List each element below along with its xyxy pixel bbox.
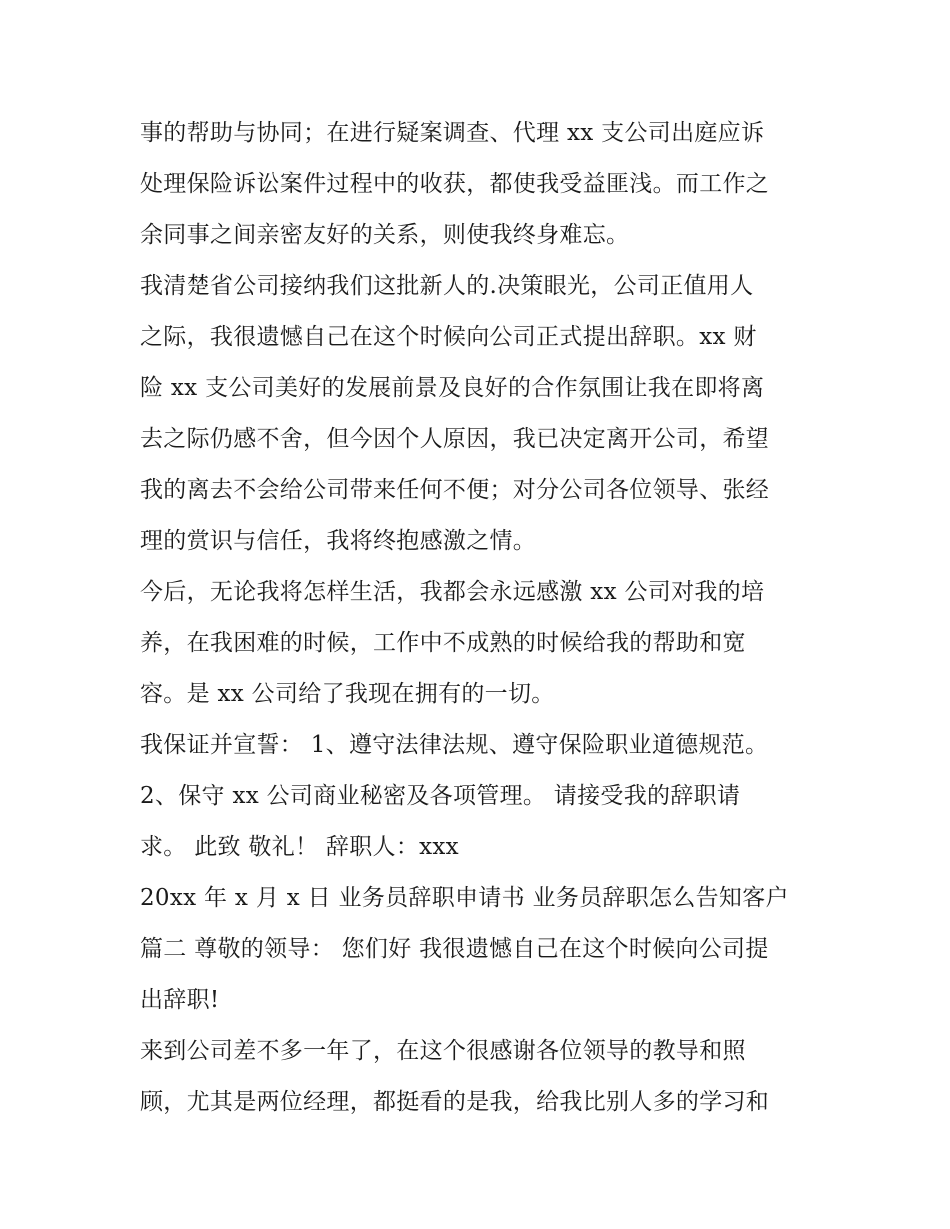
text-line: 事的帮助与协同；在进行疑案调查、代理 xx 支公司出庭应诉 bbox=[140, 120, 765, 146]
text-line: 去之际仍感不舍，但今因个人原因，我已决定离开公司，希望 bbox=[140, 426, 770, 452]
text-line: 养，在我困难的时候，工作中不成熟的时候给我的帮助和宽 bbox=[140, 630, 746, 656]
text-line: 险 xx 支公司美好的发展前景及良好的合作氛围让我在即将离 bbox=[140, 375, 765, 401]
text-line: 我的离去不会给公司带来任何不便；对分公司各位领导、张经 bbox=[140, 477, 770, 503]
text-line: 2、保守 xx 公司商业秘密及各项管理。 请接受我的辞职请 bbox=[140, 783, 741, 809]
text-line: 篇二 尊敬的领导： 您们好 我很遗憾自己在这个时候向公司提 bbox=[140, 936, 769, 962]
text-line: 出辞职! bbox=[140, 987, 220, 1013]
text-line: 理的赏识与信任，我将终抱感激之情。 bbox=[140, 528, 537, 554]
text-line: 顾，尤其是两位经理，都挺看的是我，给我比别人多的学习和 bbox=[140, 1089, 770, 1115]
text-line: 今后，无论我将怎样生活，我都会永远感激 xx 公司对我的培 bbox=[140, 579, 765, 605]
document-body bbox=[140, 108, 820, 1128]
text-line: 我保证并宣誓： 1、遵守法律法规、遵守保险职业道德规范。 bbox=[140, 732, 769, 758]
text-line: 20xx 年 x 月 x 日 业务员辞职申请书 业务员辞职怎么告知客户 bbox=[140, 885, 789, 911]
text-line: 求。 此致 敬礼！ 辞职人：xxx bbox=[140, 834, 459, 860]
text-line: 处理保险诉讼案件过程中的收获，都使我受益匪浅。而工作之 bbox=[140, 171, 770, 197]
text-line: 之际，我很遗憾自己在这个时候向公司正式提出辞职。xx 财 bbox=[140, 324, 757, 350]
text-line: 余同事之间亲密友好的关系，则使我终身难忘。 bbox=[140, 222, 630, 248]
text-line: 容。是 xx 公司给了我现在拥有的一切。 bbox=[140, 681, 555, 707]
text-line: 我清楚省公司接纳我们这批新人的.决策眼光，公司正值用人 bbox=[140, 273, 754, 299]
text-line: 来到公司差不多一年了，在这个很感谢各位领导的教导和照 bbox=[140, 1038, 746, 1064]
